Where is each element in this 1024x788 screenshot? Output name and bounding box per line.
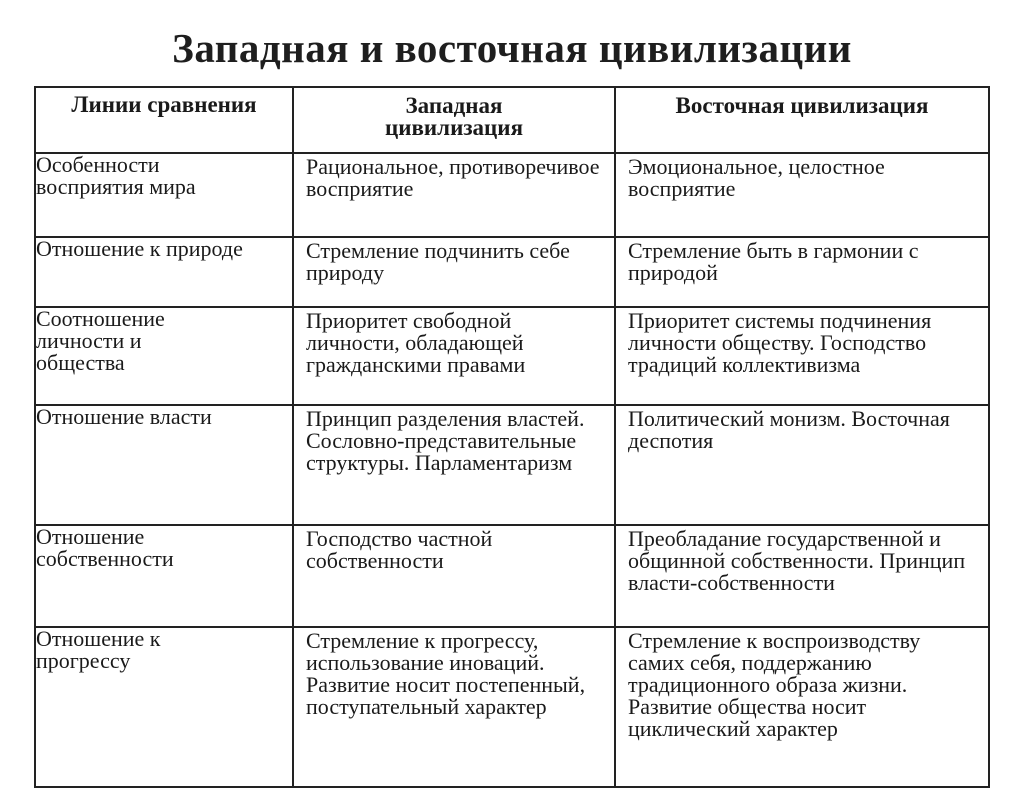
header-western: Западная цивилизация	[293, 87, 615, 153]
row-western: Рациональное, противоречивое восприятие	[293, 153, 615, 237]
header-eastern: Восточная цивилизация	[615, 87, 989, 153]
table-row	[35, 153, 989, 237]
row-eastern: Политический монизм. Восточная деспотия	[615, 405, 989, 525]
header-criteria: Линии сравнения	[35, 87, 293, 153]
row-eastern: Приоритет системы подчинения личности обществу. Господство традиций коллективизма	[615, 307, 989, 405]
row-western: Господство частной собственности	[293, 525, 615, 627]
table-header-row	[35, 87, 989, 153]
row-criterion: Особенности восприятия мира	[35, 153, 293, 237]
row-eastern: Стремление быть в гармонии с природой	[615, 237, 989, 307]
row-criterion: Отношение к природе	[35, 237, 293, 307]
row-western: Приоритет свободной личности, обладающей гражданскими правами	[293, 307, 615, 405]
row-western: Стремление подчинить себе природу	[293, 237, 615, 307]
row-eastern: Стремление к воспроизводству самих себя, поддержанию традиционного образа жизни. Развитие общества носит циклический характер	[615, 627, 989, 787]
table-row	[35, 525, 989, 627]
row-eastern: Эмоциональное, целостное восприятие	[615, 153, 989, 237]
table-row	[35, 237, 989, 307]
row-western: Стремление к прогрессу, использование иноваций. Развитие носит постепенный, поступательный характер	[293, 627, 615, 787]
comparison-table	[34, 86, 990, 788]
table-row	[35, 627, 989, 787]
row-criterion: Отношение собственности	[35, 525, 293, 627]
slide-title: Западная и восточная цивилизации	[172, 25, 852, 71]
row-criterion: Отношение к прогрессу	[35, 627, 293, 787]
row-criterion: Соотношение личности и общества	[35, 307, 293, 405]
table-row	[35, 307, 989, 405]
row-eastern: Преобладание государственной и общинной собственности. Принцип власти-собственности	[615, 525, 989, 627]
row-western: Принцип разделения властей. Сословно-представительные структуры. Парламентаризм	[293, 405, 615, 525]
table-row	[35, 405, 989, 525]
row-criterion: Отношение власти	[35, 405, 293, 525]
